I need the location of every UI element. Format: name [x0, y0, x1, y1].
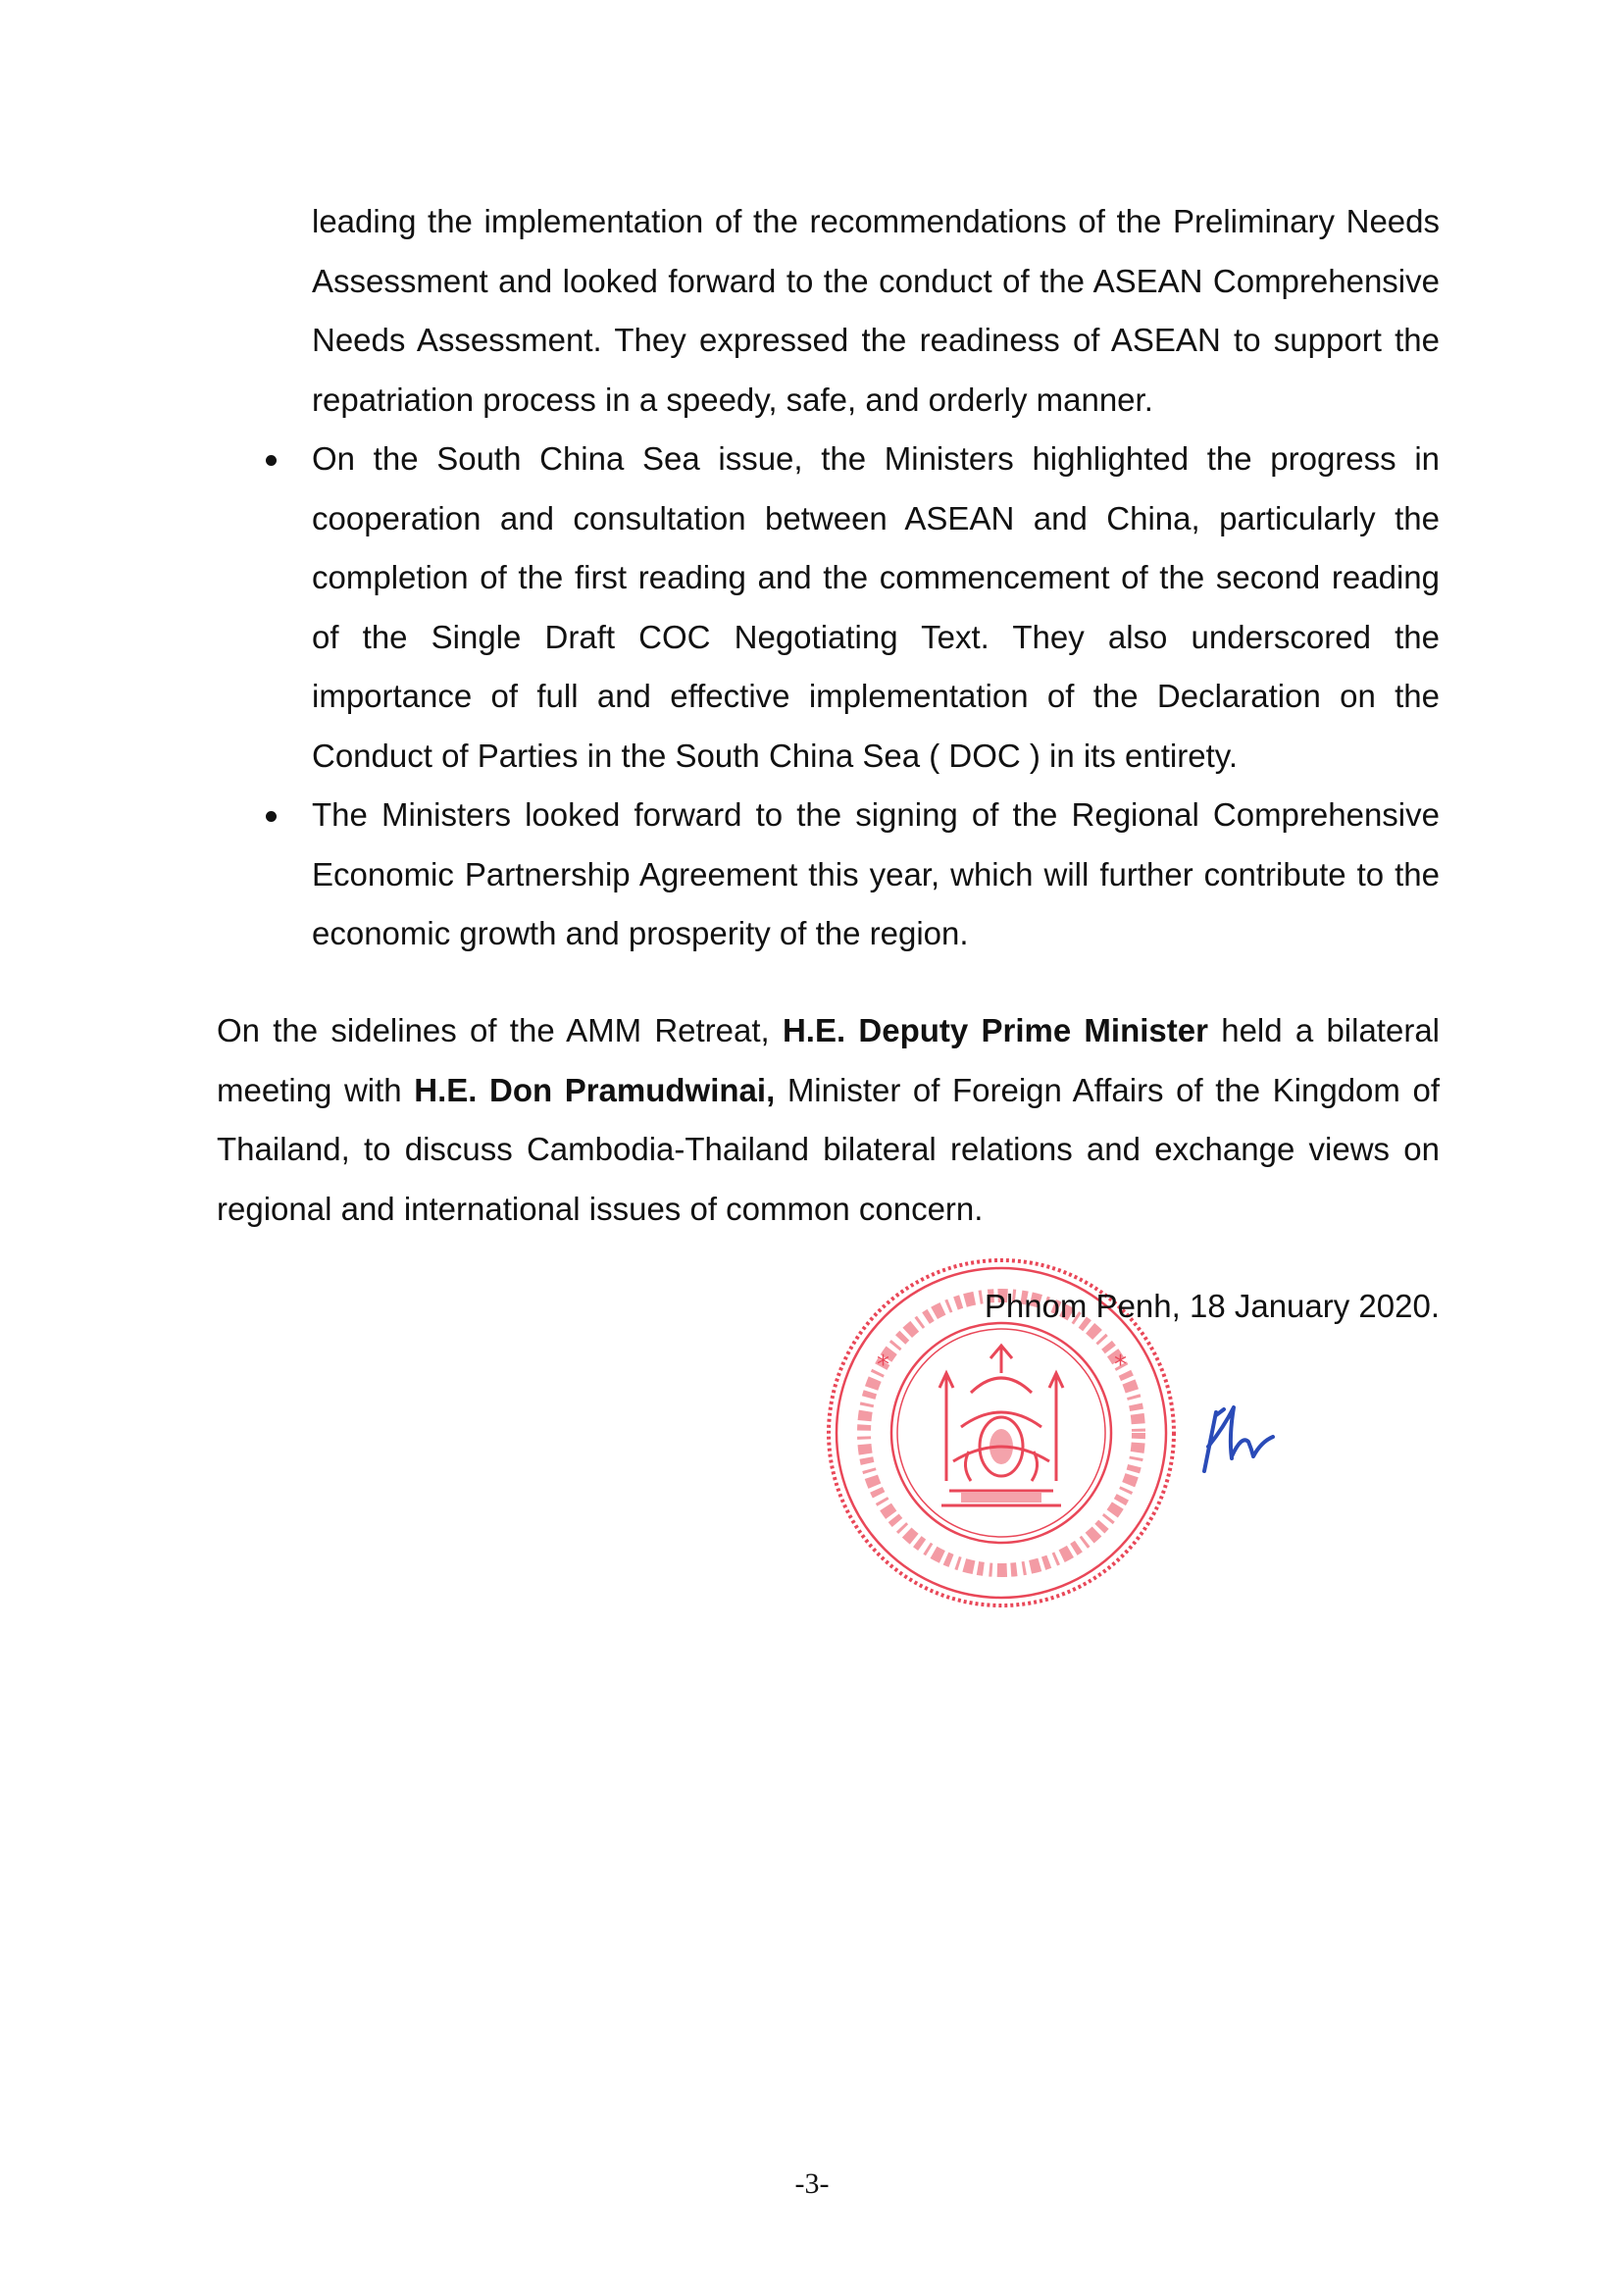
closing-text-part3: Minister of Foreign Affairs of the Kingdom of Thailand, to discuss Cambodia-Thailand bilateral relations and exchange views on regional and international issues of common concern.	[217, 1071, 1440, 1227]
page-number: -3-	[794, 2167, 830, 2200]
bullet-dot-icon	[266, 455, 277, 466]
bullet-text: The Ministers looked forward to the signing of the Regional Comprehensive Economic Partnership Agreement this year, which will further contribute to the economic growth and prosperity of the region.	[312, 796, 1440, 951]
continuation-paragraph: leading the implementation of the recommendations of the Preliminary Needs Assessment and looked forward to the conduct of the ASEAN Comprehensive Needs Assessment. They expressed the readiness of ASEAN to support the repatriation process in a speedy, safe, and orderly manner.	[312, 203, 1440, 418]
bullet-dot-icon	[266, 811, 277, 822]
bullet-list	[312, 430, 1440, 964]
closing-bold-deputy-pm: H.E. Deputy Prime Minister	[782, 1012, 1208, 1048]
signature-icon	[1194, 1388, 1293, 1486]
bullet-item-south-china-sea	[312, 430, 1440, 786]
svg-text:*: *	[1114, 1351, 1127, 1380]
closing-text-part2: held a bilateral meeting with	[217, 1012, 1441, 1108]
closing-bold-don-pramudwinai: H.E. Don Pramudwinai,	[414, 1071, 776, 1108]
bullet-item-rcep	[312, 786, 1440, 964]
closing-paragraph	[217, 1001, 1440, 1239]
closing-text-part1: On the sidelines of the AMM Retreat,	[217, 1012, 783, 1048]
bullet-text: On the South China Sea issue, the Ministers highlighted the progress in cooperation and consultation between ASEAN and China, particularly the completion of the first reading and the commencement of the second reading of the Single Draft COC Negotiating Text. They also underscored the importance of full and effective implementation of the Declaration on the Conduct of Parties in the South China Sea ( DOC ) in its entirety.	[312, 440, 1440, 774]
svg-text:*: *	[877, 1351, 889, 1380]
place-and-date: Phnom Penh, 18 January 2020.	[984, 1288, 1440, 1324]
